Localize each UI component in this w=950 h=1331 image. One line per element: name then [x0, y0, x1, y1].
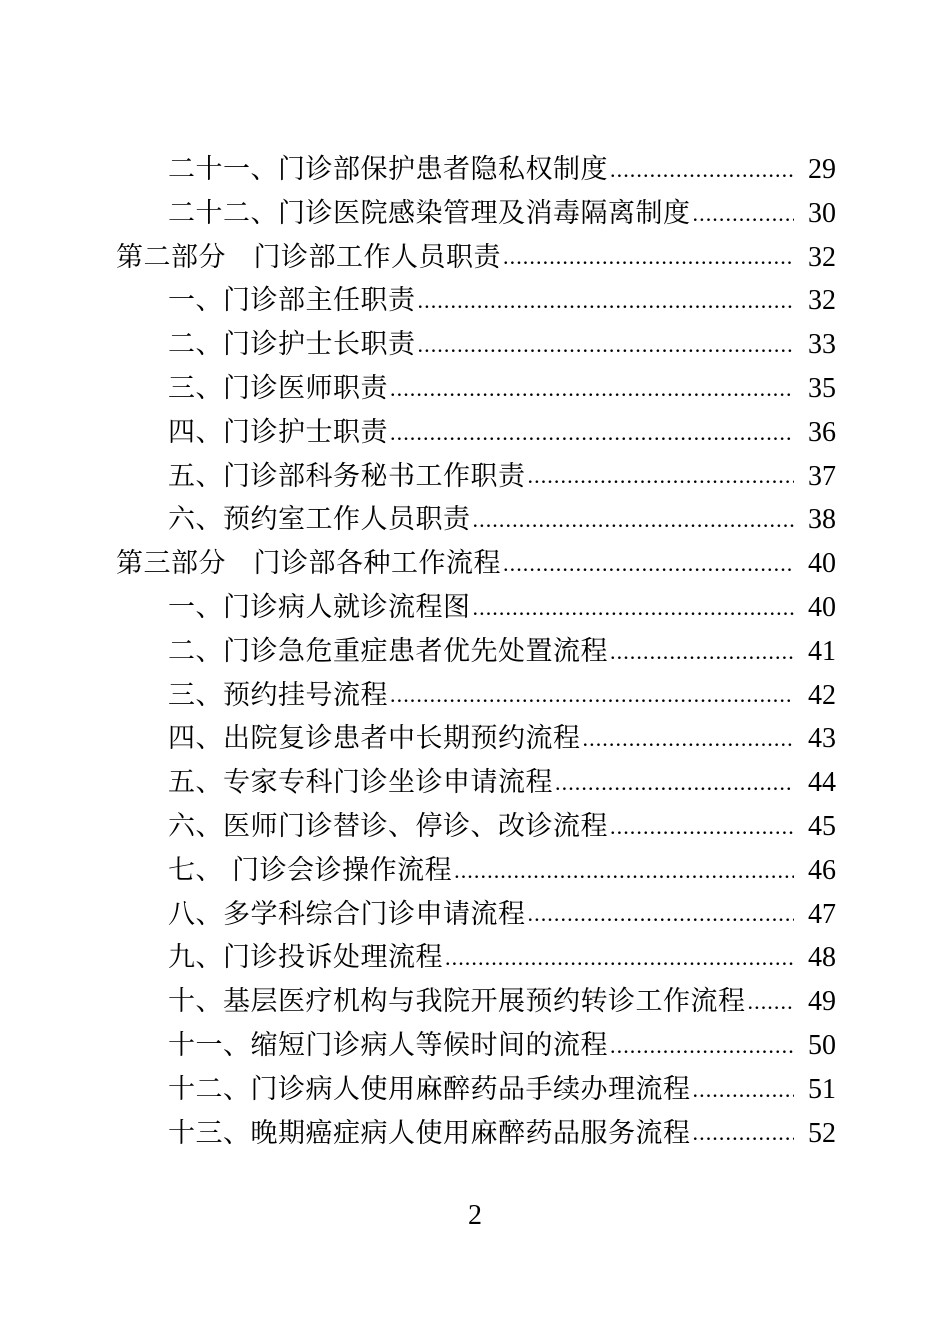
toc-dot-leader	[748, 980, 795, 1024]
toc-dot-leader	[445, 936, 794, 980]
toc-entry-page: 33	[808, 329, 836, 361]
toc-entry[interactable]	[0, 1068, 950, 1112]
toc-entry-title: 十一、缩短门诊病人等候时间的流程	[168, 1029, 608, 1061]
toc-entry[interactable]	[0, 936, 950, 980]
toc-entry-page: 50	[808, 1029, 836, 1061]
toc-entry-title: 第二部分 门诊部工作人员职责	[116, 241, 501, 273]
toc-entry-page: 37	[808, 460, 836, 492]
toc-entry[interactable]	[0, 1112, 950, 1156]
toc-entry-title: 六、医师门诊替诊、停诊、改诊流程	[168, 810, 608, 842]
toc-entry-title: 九、门诊投诉处理流程	[168, 942, 443, 974]
toc-dot-leader	[454, 849, 794, 893]
toc-entry-title: 四、出院复诊患者中长期预约流程	[168, 723, 581, 755]
toc-entry[interactable]	[0, 1024, 950, 1068]
toc-entry-page: 47	[808, 898, 836, 930]
toc-entry-title: 二十二、门诊医院感染管理及消毒隔离制度	[168, 197, 691, 229]
toc-dot-leader	[610, 805, 794, 849]
toc-entry[interactable]	[0, 849, 950, 893]
toc-entry[interactable]	[0, 323, 950, 367]
toc-entry-title: 七、 门诊会诊操作流程	[168, 854, 453, 886]
toc-dot-leader	[528, 455, 795, 499]
toc-dot-leader	[390, 674, 794, 718]
toc-entry[interactable]	[0, 674, 950, 718]
toc-dot-leader	[528, 893, 795, 937]
toc-entry-title: 五、专家专科门诊坐诊申请流程	[168, 767, 553, 799]
toc-entry[interactable]	[0, 805, 950, 849]
toc-entry-page: 38	[808, 504, 836, 536]
toc-entry-title: 五、门诊部科务秘书工作职责	[168, 460, 526, 492]
toc-entry[interactable]	[0, 893, 950, 937]
toc-entry-title: 四、门诊护士职责	[168, 416, 388, 448]
table-of-contents	[0, 148, 950, 1155]
toc-entry[interactable]	[0, 279, 950, 323]
toc-dot-leader	[583, 717, 795, 761]
toc-entry-page: 40	[808, 591, 836, 623]
toc-entry[interactable]	[0, 367, 950, 411]
toc-entry-title: 一、门诊病人就诊流程图	[168, 591, 471, 623]
toc-entry-page: 43	[808, 723, 836, 755]
toc-entry-title: 第三部分 门诊部各种工作流程	[116, 548, 501, 580]
toc-entry-page: 52	[808, 1117, 836, 1149]
toc-entry-page: 40	[808, 548, 836, 580]
toc-entry-page: 44	[808, 767, 836, 799]
toc-dot-leader	[390, 367, 794, 411]
toc-dot-leader	[693, 192, 795, 236]
toc-entry-page: 45	[808, 810, 836, 842]
page-number: 2	[468, 1200, 482, 1231]
toc-entry-title: 二、门诊护士长职责	[168, 329, 416, 361]
toc-dot-leader	[390, 411, 794, 455]
toc-entry-page: 42	[808, 679, 836, 711]
toc-entry[interactable]	[0, 586, 950, 630]
toc-entry-page: 35	[808, 372, 836, 404]
toc-entry[interactable]	[0, 455, 950, 499]
toc-dot-leader	[610, 1024, 794, 1068]
toc-entry-page: 51	[808, 1073, 836, 1105]
toc-entry-title: 一、门诊部主任职责	[168, 285, 416, 317]
toc-entry-title: 二十一、门诊部保护患者隐私权制度	[168, 154, 608, 185]
toc-dot-leader	[610, 630, 794, 674]
toc-entry-page: 46	[808, 854, 836, 886]
toc-dot-leader	[610, 148, 794, 192]
toc-entry-page: 29	[808, 154, 836, 185]
toc-dot-leader	[418, 279, 795, 323]
toc-entry-page: 32	[808, 241, 836, 273]
toc-entry[interactable]	[0, 717, 950, 761]
toc-entry-title: 六、预约室工作人员职责	[168, 504, 471, 536]
toc-entry[interactable]	[0, 148, 950, 192]
toc-entry-page: 48	[808, 942, 836, 974]
toc-entry[interactable]	[0, 192, 950, 236]
toc-entry-title: 十二、门诊病人使用麻醉药品手续办理流程	[168, 1073, 691, 1105]
toc-dot-leader	[503, 236, 794, 280]
toc-dot-leader	[473, 498, 795, 542]
toc-dot-leader	[555, 761, 794, 805]
toc-entry-title: 二、门诊急危重症患者优先处置流程	[168, 635, 608, 667]
toc-entry-page: 32	[808, 285, 836, 317]
toc-entry-page: 41	[808, 635, 836, 667]
toc-entry-page: 49	[808, 986, 836, 1018]
toc-entry-title: 十、基层医疗机构与我院开展预约转诊工作流程	[168, 986, 746, 1018]
toc-entry[interactable]	[0, 411, 950, 455]
toc-section-heading[interactable]	[0, 236, 950, 280]
toc-section-heading[interactable]	[0, 542, 950, 586]
toc-entry[interactable]	[0, 761, 950, 805]
toc-entry[interactable]	[0, 498, 950, 542]
toc-entry-title: 三、预约挂号流程	[168, 679, 388, 711]
toc-entry[interactable]	[0, 630, 950, 674]
toc-dot-leader	[418, 323, 795, 367]
toc-entry[interactable]	[0, 980, 950, 1024]
toc-dot-leader	[693, 1112, 795, 1156]
toc-entry-page: 36	[808, 416, 836, 448]
toc-entry-title: 八、多学科综合门诊申请流程	[168, 898, 526, 930]
toc-entry-page: 30	[808, 197, 836, 229]
toc-entry-title: 十三、晚期癌症病人使用麻醉药品服务流程	[168, 1117, 691, 1149]
toc-dot-leader	[693, 1068, 795, 1112]
toc-entry-title: 三、门诊医师职责	[168, 372, 388, 404]
toc-dot-leader	[503, 542, 794, 586]
toc-dot-leader	[473, 586, 795, 630]
